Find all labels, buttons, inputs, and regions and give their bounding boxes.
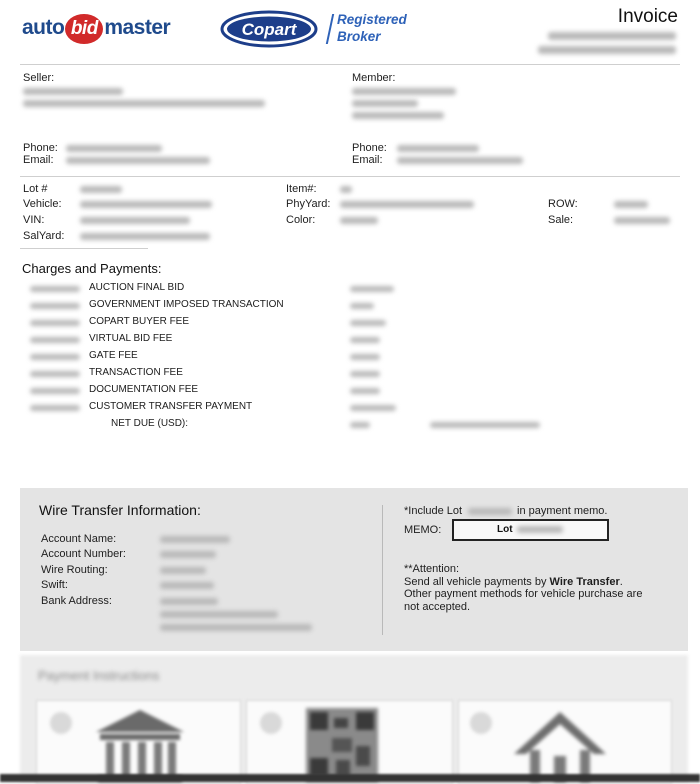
- redacted-salyard: [80, 233, 210, 240]
- step-number-badge: [260, 712, 282, 734]
- member-label: Member:: [352, 72, 396, 84]
- redacted-swift: [160, 582, 214, 589]
- qr-code-icon: [306, 708, 378, 782]
- redacted-charge-date: [30, 286, 80, 292]
- step-number-badge: [50, 712, 72, 734]
- redacted-vin: [80, 217, 190, 224]
- lot-label: Lot #: [23, 183, 48, 195]
- charge-description: GATE FEE: [89, 350, 138, 361]
- charge-row: [0, 299, 700, 316]
- charge-row: [0, 282, 700, 299]
- bottom-edge: [0, 774, 700, 782]
- seller-phone-label: Phone:: [23, 142, 58, 154]
- redacted-charge-date: [30, 405, 80, 411]
- redacted-lot-number: [80, 186, 122, 193]
- redacted-bank-address-3: [160, 624, 312, 631]
- redacted-net-due-amount: [350, 422, 370, 428]
- redacted-bank-address-1: [160, 598, 218, 605]
- attention-line-1: [404, 576, 642, 589]
- charge-description: GOVERNMENT IMPOSED TRANSACTION: [89, 299, 284, 310]
- logo-auto: auto: [22, 16, 65, 39]
- redacted-charge-date: [30, 354, 80, 360]
- step-number-badge: [470, 712, 492, 734]
- memo-lot-text: Lot: [497, 524, 513, 535]
- logo-bid: bid: [65, 14, 103, 44]
- redacted-net-due-note: [430, 422, 540, 428]
- charge-row: [0, 316, 700, 333]
- redacted-phyyard: [340, 201, 474, 208]
- attention-block: [404, 563, 642, 613]
- send-prefix: Send all vehicle payments by: [404, 575, 550, 588]
- redacted-invoice-number: [548, 32, 676, 40]
- row-label: ROW:: [548, 198, 578, 210]
- charge-row: [0, 367, 700, 384]
- net-due-label: NET DUE (USD):: [111, 418, 189, 429]
- charges-title: Charges and Payments:: [22, 261, 162, 276]
- redacted-charge-date: [30, 388, 80, 394]
- house-icon: [508, 706, 612, 782]
- redacted-row: [614, 201, 648, 208]
- redacted-account-number: [160, 551, 216, 558]
- copart-logo-text: Copart: [241, 20, 297, 39]
- include-lot-note: [404, 505, 462, 517]
- member-phone-label: Phone:: [352, 142, 387, 154]
- charge-description: VIRTUAL BID FEE: [89, 333, 173, 344]
- account-name-label: Account Name:: [41, 533, 117, 545]
- redacted-seller-name: [23, 88, 123, 95]
- redacted-charge-date: [30, 303, 80, 309]
- redacted-charge-amount: [350, 320, 386, 326]
- wire-transfer-emphasis: Wire Transfer: [549, 575, 620, 588]
- redacted-charge-date: [30, 371, 80, 377]
- charge-description: DOCUMENTATION FEE: [89, 384, 199, 395]
- attention-line-2: Other payment methods for vehicle purchase are: [404, 588, 643, 600]
- vehicle-label: Vehicle:: [23, 198, 62, 210]
- redacted-sale: [614, 217, 670, 224]
- redacted-member-phone: [397, 145, 479, 152]
- redacted-charge-amount: [350, 303, 374, 309]
- registered-broker: [337, 11, 407, 45]
- redacted-charge-date: [30, 320, 80, 326]
- header-divider: [20, 64, 680, 65]
- redacted-charge-amount: [350, 371, 380, 377]
- bank-icon: [92, 708, 188, 782]
- charge-row: [0, 350, 700, 367]
- redacted-invoice-date: [538, 46, 676, 54]
- invoice-title: Invoice: [617, 6, 678, 27]
- redacted-vehicle: [80, 201, 212, 208]
- redacted-member-address-1: [352, 100, 418, 107]
- vin-label: VIN:: [23, 214, 45, 226]
- charge-description: COPART BUYER FEE: [89, 316, 190, 327]
- redacted-account-name: [160, 536, 230, 543]
- redacted-seller-phone: [66, 145, 162, 152]
- registered-text: Registered: [337, 12, 407, 27]
- lot-divider: [20, 248, 148, 249]
- redacted-seller-email: [66, 157, 210, 164]
- phyyard-label: PhyYard:: [286, 198, 331, 210]
- redacted-include-lot-number: [468, 508, 512, 515]
- redacted-color: [340, 217, 378, 224]
- redacted-item: [340, 186, 352, 193]
- send-suffix: .: [619, 575, 623, 588]
- wire-transfer-title: Wire Transfer Information:: [39, 502, 201, 518]
- redacted-member-name: [352, 88, 456, 95]
- include-lot-suffix: in payment memo.: [517, 505, 608, 517]
- account-number-label: Account Number:: [41, 548, 126, 560]
- charge-description: CUSTOMER TRANSFER PAYMENT: [89, 401, 253, 412]
- charge-row: [0, 384, 700, 401]
- net-due-row: [0, 418, 700, 435]
- redacted-wire-routing: [160, 567, 206, 574]
- seller-label: Seller:: [23, 72, 55, 84]
- wire-routing-label: Wire Routing:: [41, 564, 108, 576]
- redacted-charge-amount: [350, 405, 396, 411]
- memo-label: MEMO:: [404, 524, 442, 536]
- logo-divider: [326, 14, 334, 44]
- item-label: Item#:: [286, 183, 317, 195]
- charge-row: [0, 333, 700, 350]
- parties-divider: [20, 176, 680, 177]
- charge-description: TRANSACTION FEE: [89, 367, 183, 378]
- redacted-charge-amount: [350, 388, 380, 394]
- salyard-label: SalYard:: [23, 230, 65, 242]
- redacted-member-email: [397, 157, 523, 164]
- copart-logo: [220, 10, 318, 48]
- sale-label: Sale:: [548, 214, 574, 226]
- redacted-bank-address-2: [160, 611, 278, 618]
- redacted-charge-amount: [350, 337, 380, 343]
- payment-instructions-title: Payment Instructions: [38, 668, 160, 683]
- redacted-member-address-2: [352, 112, 444, 119]
- member-email-label: Email:: [352, 154, 383, 166]
- attention-heading: **Attention:: [404, 563, 460, 575]
- redacted-memo-lot-number: [517, 526, 563, 533]
- seller-email-label: Email:: [23, 154, 54, 166]
- bank-address-label: Bank Address:: [41, 595, 112, 607]
- charge-description: AUCTION FINAL BID: [89, 282, 185, 293]
- broker-text: Broker: [337, 29, 381, 44]
- redacted-charge-date: [30, 337, 80, 343]
- logo-master: master: [104, 16, 171, 39]
- attention-line-3: not accepted.: [404, 600, 471, 613]
- color-label: Color:: [286, 214, 316, 226]
- wire-panel-divider: [382, 505, 383, 635]
- autobidmaster-logo: [22, 14, 170, 44]
- redacted-charge-amount: [350, 354, 380, 360]
- swift-label: Swift:: [41, 579, 68, 591]
- redacted-charge-amount: [350, 286, 394, 292]
- redacted-seller-address: [23, 100, 265, 107]
- include-lot-prefix: *Include Lot: [404, 505, 463, 517]
- charge-row: [0, 401, 700, 418]
